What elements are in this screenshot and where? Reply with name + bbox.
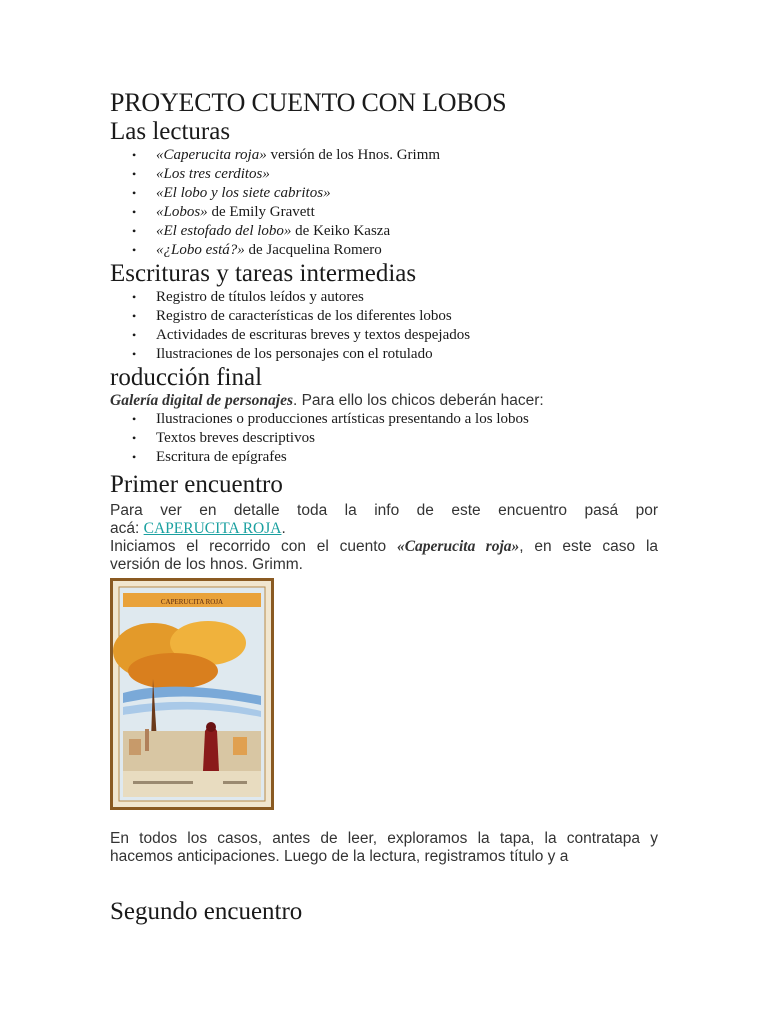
list-item: • «El estofado del lobo» de Keiko Kasza <box>132 222 658 241</box>
list-item: • «Lobos» de Emily Gravett <box>132 203 658 222</box>
primer-paragraph-line: versión de los hnos. Grimm. <box>110 556 303 573</box>
list-item: • «Los tres cerditos» <box>132 165 658 184</box>
book-cover-image <box>110 578 274 810</box>
primer-paragraph-line: Iniciamos el recorrido con el cuento «Caperucita roja», en este caso la <box>110 538 659 555</box>
heading-escrituras: Escrituras y tareas intermedias <box>110 260 417 287</box>
list-item: • «Caperucita roja» versión de los Hnos. Grimm <box>132 146 658 165</box>
list-item: • «El lobo y los siete cabritos» <box>132 184 658 203</box>
spacer <box>110 810 658 830</box>
primer-paragraph-line: acá: CAPERUCITA ROJA. <box>110 520 286 537</box>
list-item: • Registro de características de los diferentes lobos <box>132 307 658 326</box>
list-item: • Escritura de epígrafes <box>132 448 658 467</box>
lecturas-list <box>110 146 658 260</box>
list-item: • Ilustraciones de los personajes con el rotulado <box>132 345 658 364</box>
caperucita-link[interactable]: CAPERUCITA ROJA <box>143 520 282 537</box>
page-title: PROYECTO CUENTO CON LOBOS <box>110 88 507 117</box>
list-item: • «¿Lobo está?» de Jacquelina Romero <box>132 241 658 260</box>
list-item: • Registro de títulos leídos y autores <box>132 288 658 307</box>
book-cover-illustration <box>113 581 271 807</box>
list-item: • Textos breves descriptivos <box>132 429 658 448</box>
primer-paragraph-line: Para ver en detalle toda la info de este encuentro pasá por <box>110 502 658 519</box>
cover-title: CAPERUCITA ROJA <box>160 598 224 606</box>
list-item: • Actividades de escrituras breves y textos despejados <box>132 326 658 345</box>
heading-produccion: roducción final <box>110 364 263 391</box>
document-page <box>110 88 658 926</box>
heading-segundo-encuentro: Segundo encuentro <box>110 898 303 925</box>
closing-paragraph-line: hacemos anticipaciones. Luego de la lectura, registramos título y a <box>110 848 569 865</box>
closing-paragraph-line: En todos los casos, antes de leer, exploramos la tapa, la contratapa y <box>110 830 658 847</box>
heading-primer-encuentro: Primer encuentro <box>110 471 283 498</box>
heading-lecturas: Las lecturas <box>110 118 231 145</box>
list-item: • Ilustraciones o producciones artísticas presentando a los lobos <box>132 410 658 429</box>
escrituras-list <box>110 288 658 364</box>
produccion-lead: Galería digital de personajes. Para ello los chicos deberán hacer: <box>110 392 544 409</box>
produccion-list <box>110 410 658 467</box>
